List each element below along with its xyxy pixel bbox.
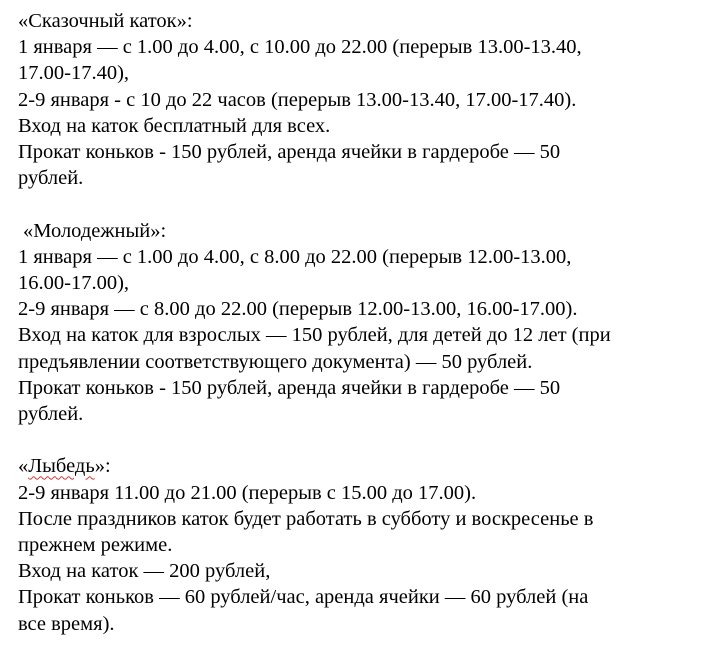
- text-line: Вход на каток — 200 рублей,: [18, 560, 271, 583]
- title-close-quote: »:: [94, 455, 111, 478]
- section-molodezhny: [18, 218, 708, 428]
- text-line: Прокат коньков — 60 рублей/час, аренда ячейки — 60 рублей (на: [18, 586, 589, 609]
- title-open-quote: «: [18, 455, 29, 478]
- text-line: 2-9 января - с 10 до 22 часов (перерыв 13.00-13.40, 17.00-17.40).: [18, 88, 577, 111]
- section-title: «Молодежный»:: [23, 219, 167, 242]
- paragraph-gap: [18, 191, 708, 217]
- text-line: Вход на каток бесплатный для всех.: [18, 114, 331, 137]
- section-title: [18, 453, 708, 479]
- text-line: 17.00-17.40),: [18, 62, 130, 85]
- section-title: «Сказочный каток»:: [18, 10, 193, 32]
- paragraph-gap: [18, 427, 708, 453]
- section-skazochny-katok: [18, 8, 708, 191]
- text-line: 16.00-17.00),: [18, 272, 130, 295]
- text-line: Вход на каток для взрослых — 150 рублей, для детей до 12 лет (при: [18, 324, 611, 347]
- text-line: 2-9 января 11.00 до 21.00 (перерыв с 15.00 до 17.00).: [18, 481, 477, 504]
- text-line: предъявлении соответствующего документа) — 50 рублей.: [18, 350, 533, 373]
- text-line: рублей.: [18, 167, 84, 190]
- text-line: Прокат коньков - 150 рублей, аренда ячейки в гардеробе — 50: [18, 376, 561, 399]
- document-body: [18, 8, 708, 637]
- text-line: рублей.: [18, 403, 84, 426]
- text-line: Прокат коньков - 150 рублей, аренда ячейки в гардеробе — 50: [18, 141, 561, 164]
- spellcheck-word: Лыбедь: [28, 455, 95, 478]
- text-line: все время).: [18, 612, 115, 635]
- text-line: 1 января — с 1.00 до 4.00, с 8.00 до 22.00 (перерыв 12.00-13.00,: [18, 245, 572, 268]
- text-line: 2-9 января — с 8.00 до 22.00 (перерыв 12.00-13.00, 16.00-17.00).: [18, 298, 578, 321]
- text-line: 1 января — с 1.00 до 4.00, с 10.00 до 22.00 (перерыв 13.00-13.40,: [18, 36, 582, 59]
- text-line: прежнем режиме.: [18, 534, 173, 557]
- section-lybed: [18, 453, 708, 636]
- text-line: После праздников каток будет работать в субботу и воскресенье в: [18, 507, 594, 530]
